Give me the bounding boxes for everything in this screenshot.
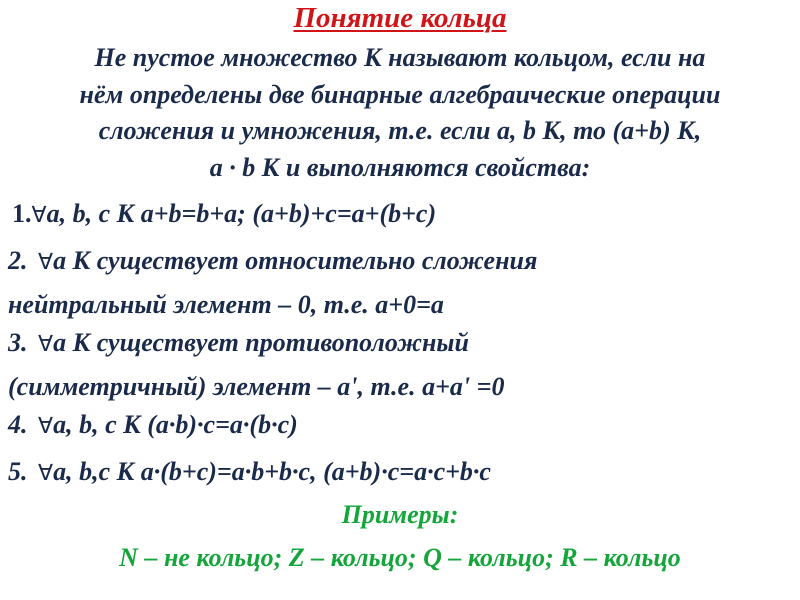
property-text-line-1: a К существует относительно сложения (53, 246, 538, 275)
property-5 (8, 451, 792, 495)
property-text: a, b, c К (a·b)·c=a·(b·c) (53, 410, 298, 439)
property-number: 2. (8, 246, 28, 275)
property-text: a, b, c К a+b=b+a; (a+b)+c=a+(b+c) (46, 199, 437, 228)
property-number: 5. (8, 457, 28, 486)
examples-heading: Примеры: (341, 500, 459, 529)
forall-symbol: ∀ (38, 332, 54, 357)
definition-line-1: Не пустое множество К называют кольцом, если на (94, 43, 706, 72)
definition-line-4: a · b К и выполняются свойства: (209, 152, 591, 182)
property-3 (8, 322, 792, 408)
property-number: 4. (8, 410, 28, 439)
property-text: a, b,c К a·(b+c)=a·b+b·c, (a+b)·c=a·c+b·c (53, 457, 491, 486)
property-1 (8, 193, 792, 237)
property-4 (8, 404, 792, 448)
ring-definition (0, 40, 800, 186)
property-2 (8, 240, 792, 326)
forall-symbol: ∀ (38, 250, 54, 275)
slide-title: Понятие кольца (293, 2, 507, 34)
property-number: 3. (8, 328, 28, 357)
property-text-line-1: a К существует противоположный (53, 328, 469, 357)
definition-line-3: сложения и умножения, т.е. если a, b К, то (a+b) К, (98, 116, 702, 145)
forall-symbol: ∀ (31, 203, 47, 228)
definition-line-2: нём определены две бинарные алгебраические операции (79, 79, 721, 109)
forall-symbol: ∀ (38, 461, 54, 486)
examples-list: N – не кольцо; Z – кольцо; Q – кольцо; R – кольцо (119, 543, 681, 572)
property-text-line-2: (симметричный) элемент – a', т.е. a+a' =0 (8, 372, 505, 401)
property-number: 1. (12, 199, 32, 228)
property-text-line-2: нейтральный элемент – 0, т.е. a+0=a (8, 290, 444, 319)
forall-symbol: ∀ (38, 414, 54, 439)
